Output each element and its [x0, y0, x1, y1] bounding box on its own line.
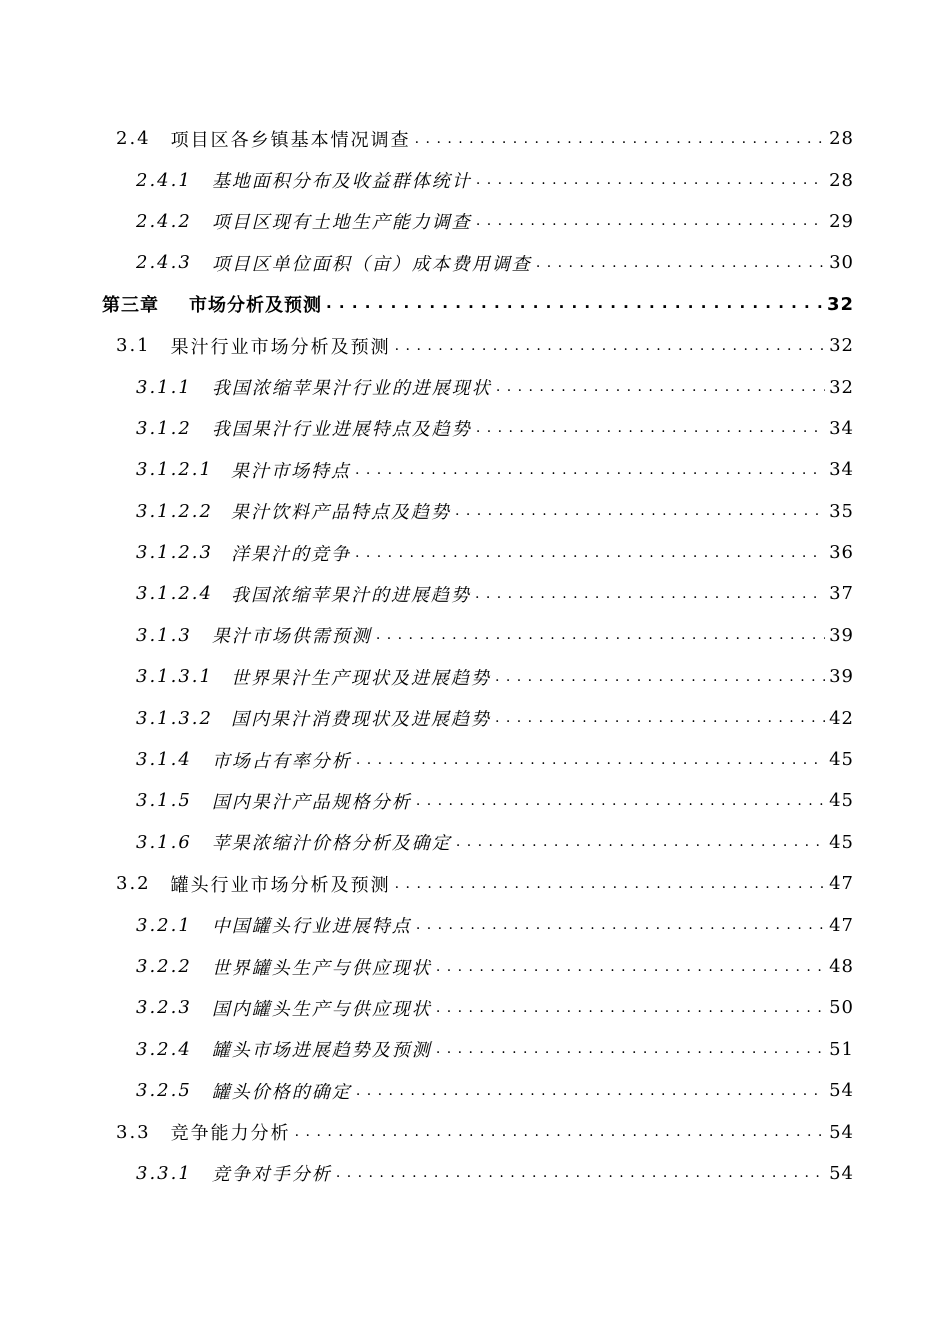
toc-entry-title: 竞争能力分析	[170, 1123, 291, 1145]
toc-entry-title: 果汁行业市场分析及预测	[170, 336, 391, 358]
toc-dot-leader	[495, 667, 825, 687]
toc-entry[interactable]	[0, 366, 950, 407]
toc-entry-page-number: 32	[829, 376, 854, 398]
toc-entry-number: 第三章	[102, 295, 159, 317]
toc-entry-page-number: 47	[829, 914, 854, 936]
toc-entry-page-number: 54	[829, 1162, 854, 1184]
toc-entry[interactable]	[0, 697, 950, 738]
toc-dot-leader	[475, 584, 825, 604]
toc-dot-leader	[415, 129, 825, 149]
toc-entry[interactable]	[0, 573, 950, 614]
toc-entry-title: 基地面积分布及收益群体统计	[211, 171, 472, 193]
toc-dot-leader	[295, 1122, 825, 1142]
toc-entry[interactable]	[0, 532, 950, 573]
toc-dot-leader	[496, 377, 825, 397]
toc-entry[interactable]	[0, 739, 950, 780]
toc-entry-number: 3.1.2.4	[136, 583, 213, 605]
toc-entry-number: 3.2.5	[136, 1080, 192, 1102]
toc-entry-title: 市场占有率分析	[211, 750, 352, 772]
toc-entry-page-number: 45	[829, 749, 854, 771]
toc-entry-title: 世界罐头生产与供应现状	[211, 957, 432, 979]
toc-entry-page-number: 47	[829, 873, 854, 895]
toc-dot-leader	[455, 501, 825, 521]
toc-dot-leader	[476, 211, 825, 231]
toc-entry-page-number: 39	[829, 666, 854, 688]
toc-entry-page-number: 45	[829, 831, 854, 853]
toc-entry-title: 国内果汁产品规格分析	[211, 791, 412, 813]
toc-dot-leader	[416, 915, 825, 935]
toc-entry-page-number: 28	[829, 169, 854, 191]
toc-entry-number: 3.1	[116, 335, 151, 357]
toc-entry-number: 3.1.2.3	[136, 542, 213, 564]
toc-dot-leader	[436, 998, 825, 1018]
toc-entry-page-number: 39	[829, 624, 854, 646]
toc-entry-number: 3.2.4	[136, 1038, 192, 1060]
toc-entry-number: 2.4.1	[136, 169, 192, 191]
toc-entry-title: 项目区各乡镇基本情况调查	[170, 129, 411, 151]
toc-entry[interactable]	[0, 615, 950, 656]
toc-entry-number: 3.1.3	[136, 624, 192, 646]
table-of-contents	[0, 118, 950, 1194]
toc-dot-leader	[436, 957, 825, 977]
toc-entry-number: 3.1.2.2	[136, 500, 213, 522]
toc-entry-title: 罐头价格的确定	[211, 1081, 352, 1103]
toc-entry[interactable]	[0, 904, 950, 945]
toc-entry-number: 3.2.2	[136, 956, 192, 977]
toc-entry-number: 3.3	[116, 1121, 151, 1143]
toc-entry-number: 3.2.3	[136, 997, 192, 1019]
toc-entry[interactable]	[0, 1153, 950, 1194]
toc-dot-leader	[416, 791, 825, 811]
toc-entry-page-number: 29	[829, 210, 854, 232]
toc-entry-title: 罐头市场进展趋势及预测	[211, 1040, 432, 1062]
toc-entry[interactable]	[0, 491, 950, 532]
toc-entry[interactable]	[0, 449, 950, 490]
toc-entry-page-number: 30	[829, 252, 854, 274]
toc-dot-leader	[336, 1163, 825, 1183]
toc-entry-number: 3.2.1	[136, 914, 192, 936]
toc-entry-title: 罐头行业市场分析及预测	[170, 874, 391, 896]
toc-entry[interactable]	[0, 159, 950, 200]
toc-entry-title: 果汁市场供需预测	[211, 626, 372, 648]
toc-dot-leader	[355, 460, 825, 480]
toc-entry-number: 3.1.1	[136, 376, 192, 398]
toc-entry[interactable]	[0, 118, 950, 159]
toc-entry-title: 我国浓缩苹果汁行业的进展现状	[211, 378, 492, 400]
toc-dot-leader	[476, 170, 825, 190]
toc-entry-title: 洋果汁的竞争	[230, 543, 351, 565]
toc-entry[interactable]	[0, 408, 950, 449]
toc-dot-leader	[495, 708, 825, 728]
toc-entry-title: 世界果汁生产现状及进展趋势	[230, 667, 491, 689]
toc-entry-number: 3.1.4	[136, 749, 192, 771]
toc-dot-leader	[395, 874, 825, 894]
toc-entry-page-number: 51	[829, 1038, 854, 1060]
toc-entry[interactable]	[0, 325, 950, 366]
toc-entry-title: 苹果浓缩汁价格分析及确定	[211, 833, 452, 855]
toc-dot-leader	[355, 543, 825, 563]
toc-entry-page-number: 50	[829, 997, 854, 1019]
toc-entry-page-number: 42	[829, 707, 854, 729]
toc-entry-page-number: 34	[829, 417, 854, 439]
toc-entry[interactable]	[0, 1070, 950, 1111]
toc-dot-leader	[456, 832, 825, 852]
toc-entry[interactable]	[0, 201, 950, 242]
toc-entry-title: 中国罐头行业进展特点	[211, 916, 412, 938]
toc-entry-number: 3.1.3.1	[136, 666, 213, 688]
toc-entry-number: 2.4.3	[136, 252, 192, 274]
toc-entry-number: 2.4.2	[136, 210, 192, 232]
toc-entry[interactable]	[0, 242, 950, 283]
toc-entry[interactable]	[0, 1029, 950, 1070]
toc-dot-leader	[376, 625, 825, 645]
toc-entry-number: 3.1.2.1	[136, 459, 213, 481]
toc-dot-leader	[395, 336, 825, 356]
toc-entry-page-number: 45	[829, 790, 854, 812]
toc-dot-leader	[356, 750, 825, 770]
toc-entry[interactable]	[0, 822, 950, 863]
toc-entry-page-number: 54	[829, 1080, 854, 1102]
toc-dot-leader	[356, 1081, 825, 1101]
toc-entry[interactable]	[0, 946, 950, 987]
toc-entry-page-number: 37	[829, 583, 854, 605]
toc-entry-title: 竞争对手分析	[211, 1164, 332, 1186]
toc-entry[interactable]	[0, 284, 950, 325]
toc-entry-page-number: 35	[829, 500, 854, 522]
toc-entry-page-number: 32	[826, 293, 854, 315]
toc-dot-leader	[536, 253, 825, 273]
toc-entry-page-number: 48	[829, 956, 854, 977]
toc-entry-number: 3.1.6	[136, 831, 192, 853]
toc-entry-title: 市场分析及预测	[189, 295, 322, 317]
toc-entry-page-number: 34	[829, 459, 854, 481]
toc-entry[interactable]	[0, 656, 950, 697]
toc-entry[interactable]	[0, 863, 950, 904]
toc-entry-number: 3.1.2	[136, 417, 192, 439]
toc-dot-leader	[476, 418, 825, 438]
toc-entry-title: 果汁市场特点	[230, 460, 351, 482]
toc-entry[interactable]	[0, 1111, 950, 1152]
toc-entry-title: 我国浓缩苹果汁的进展趋势	[230, 584, 471, 606]
toc-entry-title: 项目区现有土地生产能力调查	[211, 212, 472, 234]
toc-entry[interactable]	[0, 987, 950, 1028]
toc-entry-number: 3.2	[116, 873, 151, 895]
toc-dot-leader	[436, 1039, 825, 1059]
toc-entry-title: 国内果汁消费现状及进展趋势	[230, 709, 491, 731]
toc-entry-number: 3.3.1	[136, 1162, 192, 1184]
toc-entry-number: 3.1.5	[136, 790, 192, 812]
toc-entry-title: 我国果汁行业进展特点及趋势	[211, 419, 472, 441]
toc-entry-title: 国内罐头生产与供应现状	[211, 998, 432, 1020]
toc-entry[interactable]	[0, 780, 950, 821]
toc-entry-title: 项目区单位面积（亩）成本费用调查	[211, 253, 532, 275]
toc-entry-page-number: 36	[829, 542, 854, 564]
toc-entry-page-number: 28	[829, 128, 854, 150]
toc-entry-page-number: 54	[829, 1121, 854, 1143]
toc-entry-page-number: 32	[829, 335, 854, 357]
toc-entry-number: 2.4	[116, 128, 151, 150]
toc-entry-title: 果汁饮料产品特点及趋势	[230, 502, 451, 524]
toc-entry-number: 3.1.3.2	[136, 707, 213, 729]
toc-dot-leader	[326, 294, 823, 314]
